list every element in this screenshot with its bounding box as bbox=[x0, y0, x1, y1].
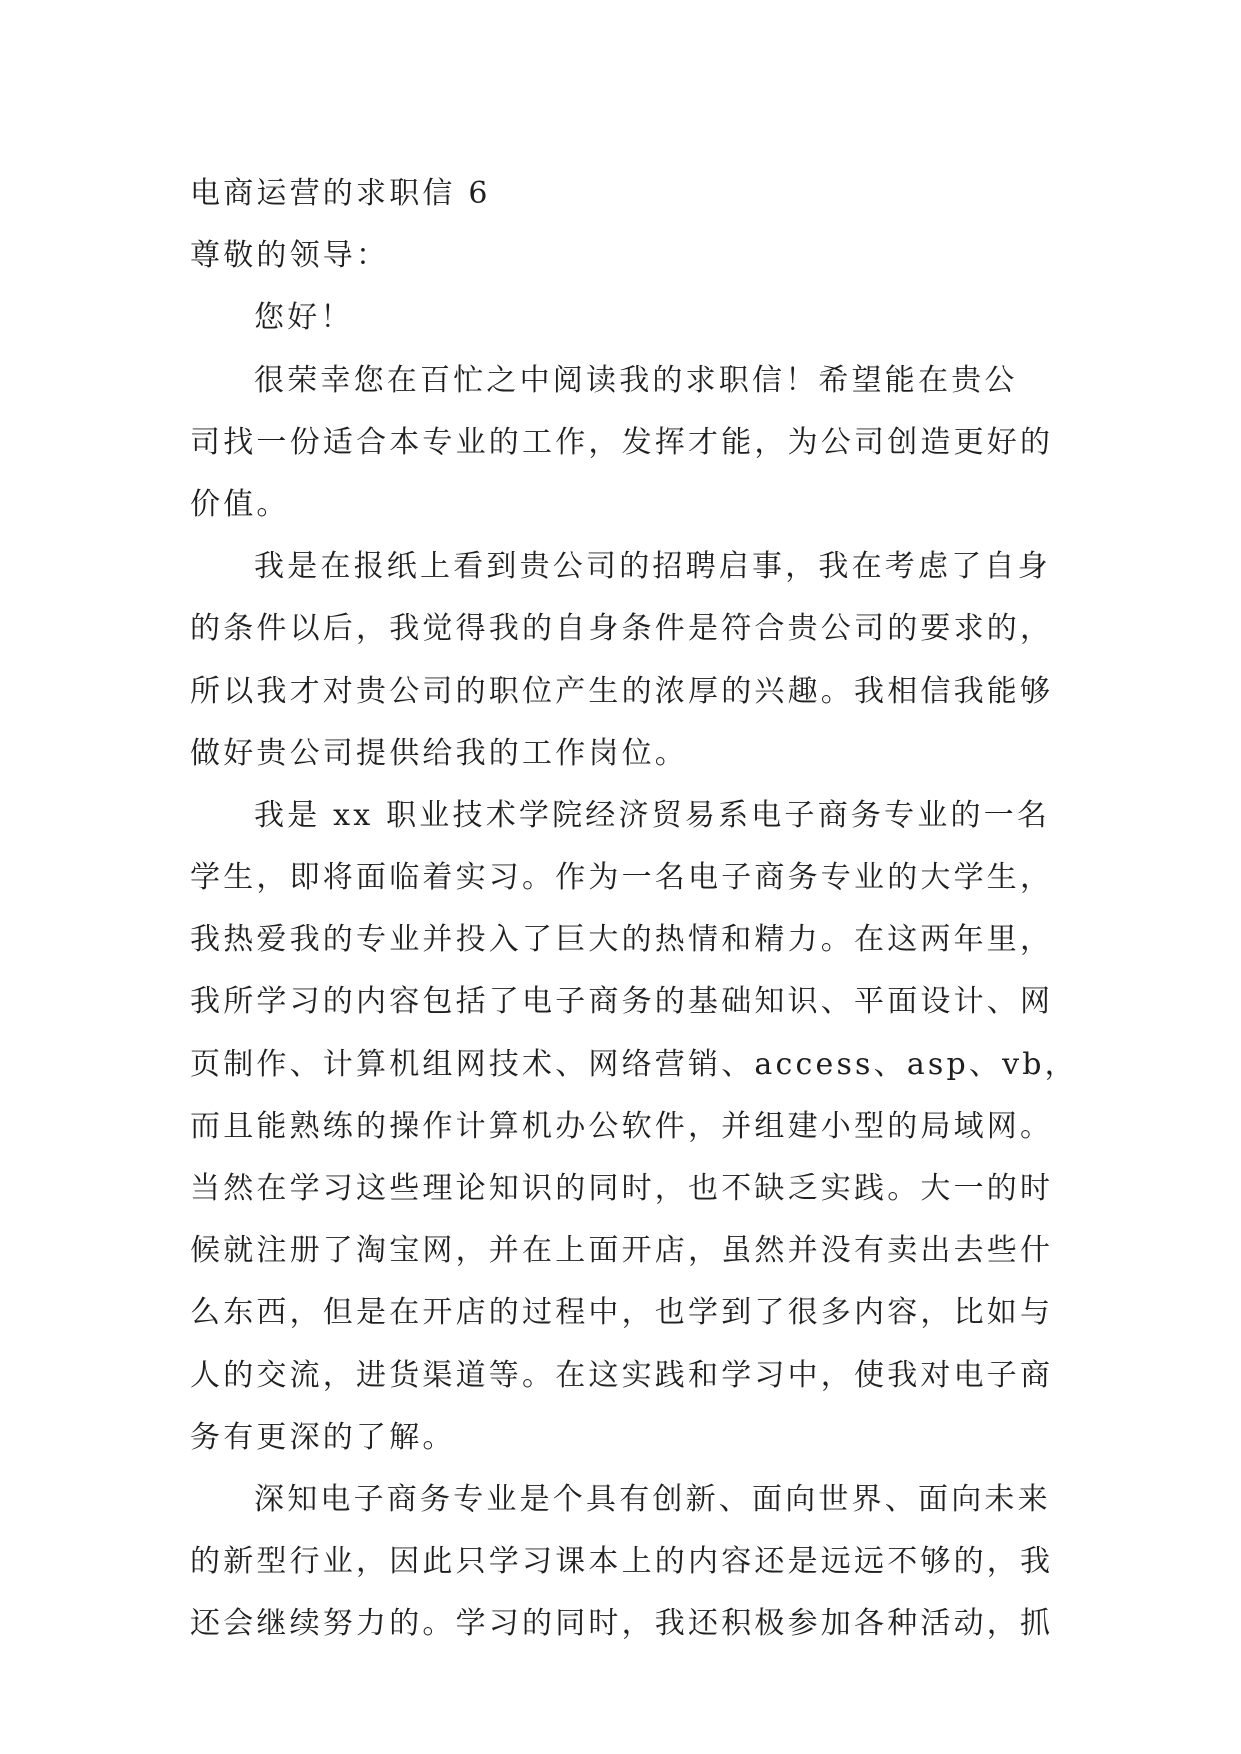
paragraph-line: 么东西，但是在开店的过程中，也学到了很多内容，比如与 bbox=[190, 1295, 1054, 1331]
paragraph-line: 还会继续努力的。学习的同时，我还积极参加各种活动，抓 bbox=[190, 1606, 1054, 1642]
paragraph-line: 当然在学习这些理论知识的同时，也不缺乏实践。大一的时 bbox=[190, 1171, 1054, 1206]
paragraph-line: 我是 xx 职业技术学院经济贸易系电子商务专业的一名 bbox=[254, 797, 1051, 833]
paragraph-line: 候就注册了淘宝网，并在上面开店，虽然并没有卖出去些什 bbox=[190, 1233, 1054, 1269]
paragraph-line: 我所学习的内容包括了电子商务的基础知识、平面设计、网 bbox=[190, 984, 1054, 1020]
salutation: 尊敬的领导： bbox=[190, 238, 390, 274]
document-title: 电商运营的求职信 6 bbox=[190, 176, 491, 211]
letter-body bbox=[190, 163, 1078, 1656]
paragraph-line: 页制作、计算机组网技术、网络营销、access、asp、vb， bbox=[190, 1046, 1078, 1082]
paragraph-line: 深知电子商务专业是个具有创新、面向世界、面向未来 bbox=[254, 1481, 1051, 1517]
paragraph-line: 我热爱我的专业并投入了巨大的热情和精力。在这两年里， bbox=[190, 922, 1054, 958]
paragraph-line: 的条件以后，我觉得我的自身条件是符合贵公司的要求的， bbox=[190, 611, 1054, 647]
paragraph-line: 做好贵公司提供给我的工作岗位。 bbox=[190, 735, 688, 771]
paragraph-line: 务有更深的了解。 bbox=[190, 1419, 456, 1455]
paragraph-line: 而且能熟练的操作计算机办公软件，并组建小型的局域网。 bbox=[190, 1108, 1054, 1144]
paragraph-line: 的新型行业，因此只学习课本上的内容还是远远不够的，我 bbox=[190, 1544, 1054, 1580]
paragraph-line: 学生，即将面临着实习。作为一名电子商务专业的大学生， bbox=[190, 860, 1054, 896]
greeting: 您好！ bbox=[254, 300, 354, 336]
paragraph-line: 司找一份适合本专业的工作，发挥才能，为公司创造更好的 bbox=[190, 424, 1054, 460]
paragraph-line: 价值。 bbox=[190, 486, 290, 522]
paragraph-line: 人的交流，进货渠道等。在这实践和学习中，使我对电子商 bbox=[190, 1357, 1054, 1393]
paragraph-line: 所以我才对贵公司的职位产生的浓厚的兴趣。我相信我能够 bbox=[190, 673, 1054, 709]
paragraph-line: 很荣幸您在百忙之中阅读我的求职信！希望能在贵公 bbox=[254, 362, 1018, 398]
paragraph-line: 我是在报纸上看到贵公司的招聘启事，我在考虑了自身 bbox=[254, 549, 1051, 585]
